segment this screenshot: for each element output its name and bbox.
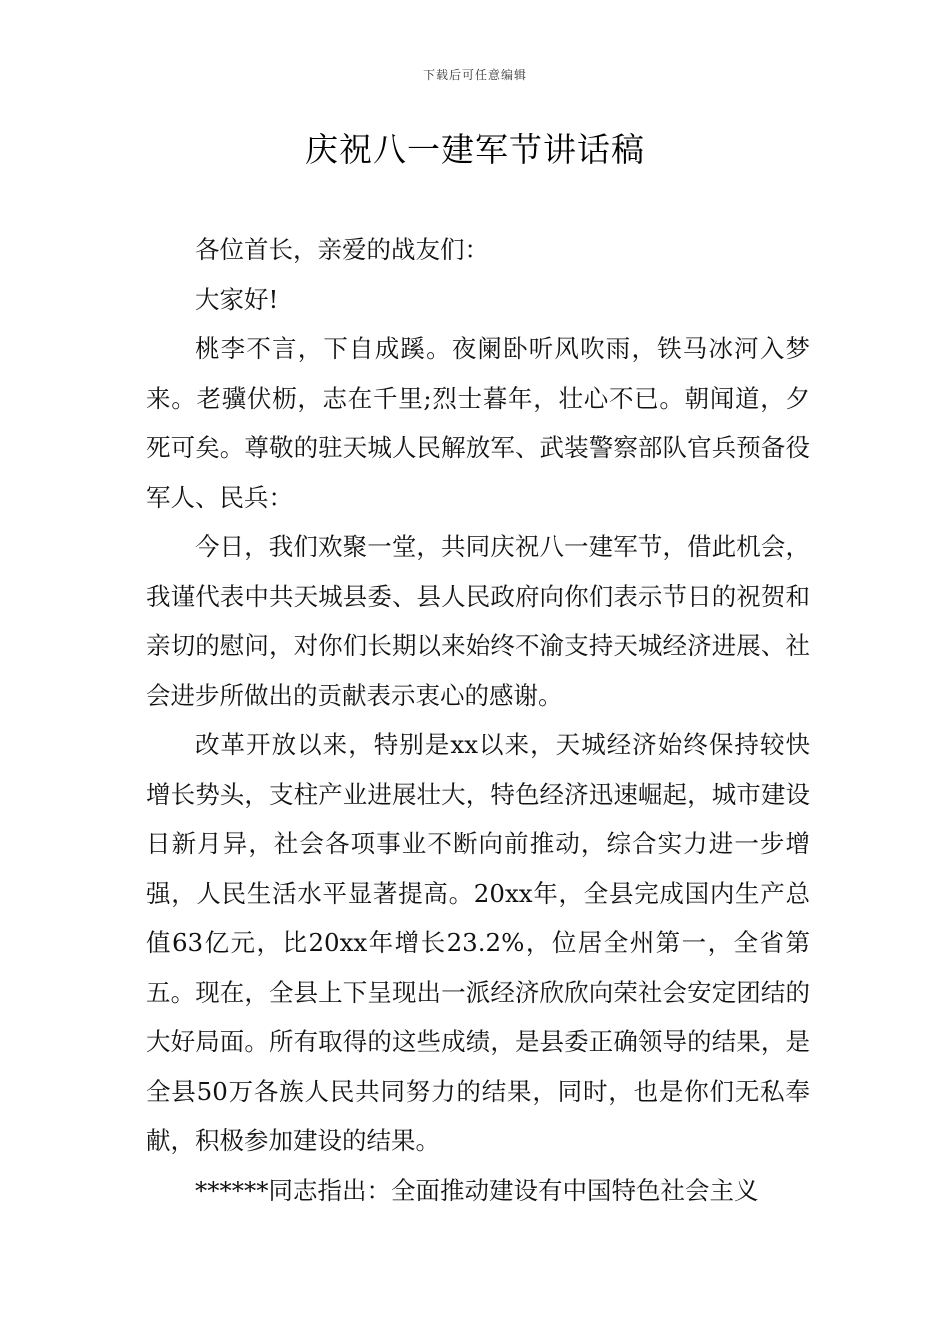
paragraph-salutation: 各位首长，亲爱的战友们： <box>195 235 489 264</box>
paragraph-quote: ******同志指出：全面推动建设有中国特色社会主义 <box>195 1175 759 1205</box>
paragraph-opening-verse: 桃李不言，下自成蹊。夜阑卧听风吹雨，铁马冰河入梦来。老骥伏枥，志在千里;烈士暮年，壮心不已。朝闻道，夕死可矣。尊敬的驻天城人民解放军、武装警察部队官兵预备役军人、民兵： <box>146 334 810 512</box>
paragraph-greeting: 大家好! <box>195 284 279 314</box>
document-title: 庆祝八一建军节讲话稿 <box>305 130 645 169</box>
paragraph-achievements: 改革开放以来，特别是xx以来，天城经济始终保持较快增长势头，支柱产业进展壮大，特色经济迅速崛起，城市建设日新月异，社会各项事业不断向前推动，综合实力进一步增强，人民生活水平显著提高。20xx年，全县完成国内生产总值63亿元，比20xx年增长23.2%，位居全州第一，全省第五。现在，全县上下呈现出一派经济欣欣向荣社会安定团结的大好局面。所有取得的这些成绩，是县委正确领导的结果，是全县50万各族人民共同努力的结果，同时，也是你们无私奉献，积极参加建设的结果。 <box>146 730 810 1155</box>
document-body <box>146 225 810 1215</box>
page-header-note: 下载后可任意编辑 <box>422 68 527 82</box>
paragraph-congratulations: 今日，我们欢聚一堂，共同庆祝八一建军节，借此机会，我谨代表中共天城县委、县人民政府向你们表示节日的祝贺和亲切的慰问，对你们长期以来始终不渝支持天城经济进展、社会进步所做出的贡献表示衷心的感谢。 <box>146 532 810 710</box>
